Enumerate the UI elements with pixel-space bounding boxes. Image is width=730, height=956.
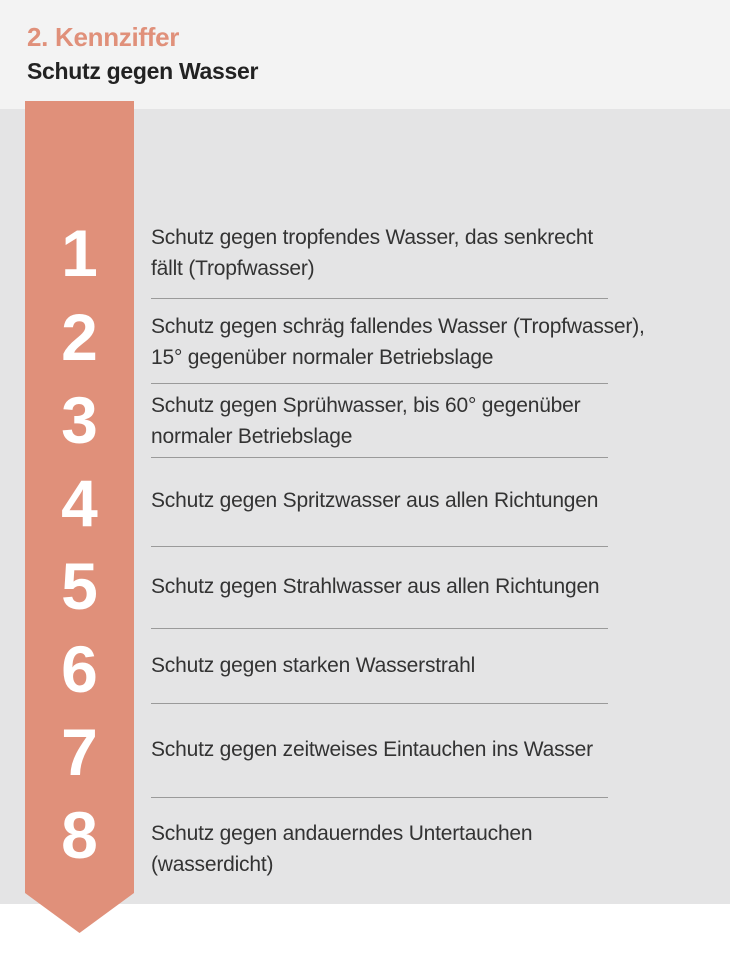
level-number-6: 6 (61, 632, 98, 706)
divider (151, 703, 608, 704)
item-text-line: Schutz gegen Strahlwasser aus allen Richtungen (151, 575, 600, 598)
list-item (151, 818, 691, 880)
item-text-line: Schutz gegen starken Wasserstrahl (151, 654, 476, 677)
divider (151, 628, 608, 629)
divider (151, 457, 608, 458)
header-kicker: 2. Kennziffer (27, 22, 180, 52)
item-text-line: fällt (Tropfwasser) (151, 257, 315, 280)
item-text-line: Schutz gegen schräg fallendes Wasser (Tropfwasser), (151, 315, 645, 338)
level-number-4: 4 (61, 466, 98, 540)
level-number-7: 7 (61, 715, 98, 789)
item-text-line: normaler Betriebslage (151, 425, 353, 448)
level-number-5: 5 (61, 549, 98, 623)
divider (151, 383, 608, 384)
list-item (151, 485, 691, 516)
list-item (151, 571, 691, 602)
divider (151, 546, 608, 547)
item-text-line: Schutz gegen andauerndes Untertauchen (151, 822, 533, 845)
header (0, 0, 730, 109)
list-item (151, 650, 691, 681)
item-text-line: Schutz gegen Sprühwasser, bis 60° gegenüber (151, 394, 581, 417)
level-number-8: 8 (61, 798, 98, 872)
item-text-line: 15° gegenüber normaler Betriebslage (151, 346, 494, 369)
level-number-2: 2 (61, 300, 98, 374)
item-text-line: Schutz gegen tropfendes Wasser, das senkrecht (151, 226, 593, 249)
item-text-line: Schutz gegen Spritzwasser aus allen Richtungen (151, 489, 599, 512)
list-item (151, 390, 691, 452)
list-item (151, 311, 691, 373)
item-text-line: Schutz gegen zeitweises Eintauchen ins Wasser (151, 738, 593, 761)
list-item (151, 734, 691, 765)
page-title: Schutz gegen Wasser (27, 58, 259, 84)
list-item (151, 222, 691, 284)
divider (151, 797, 608, 798)
divider (151, 298, 608, 299)
level-number-3: 3 (61, 383, 98, 457)
level-number-1: 1 (61, 216, 98, 290)
item-text-line: (wasserdicht) (151, 853, 274, 876)
